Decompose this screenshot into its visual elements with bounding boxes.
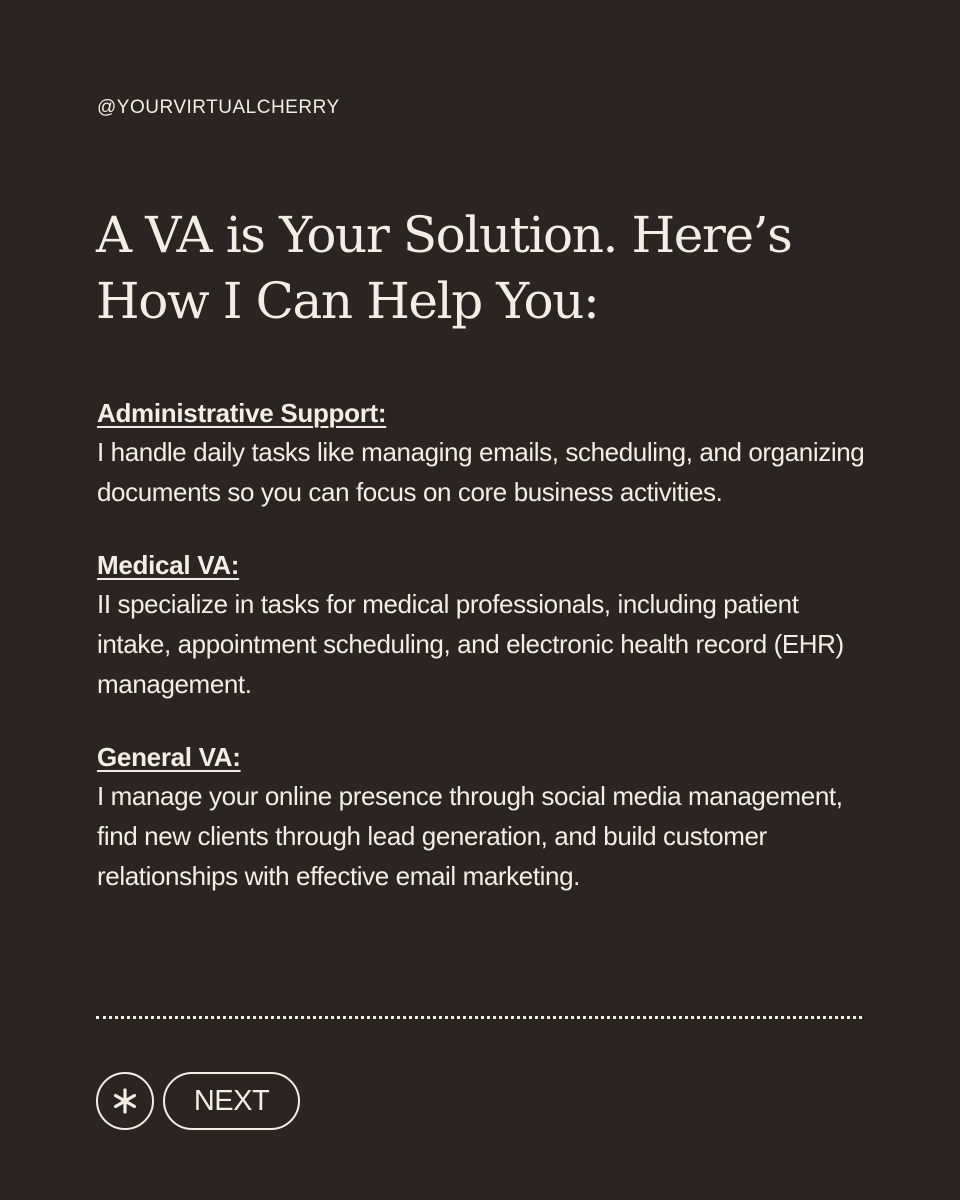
headline-line-2: How I Can Help You: <box>96 272 599 330</box>
asterisk-icon <box>111 1087 139 1115</box>
headline <box>96 202 876 334</box>
service-description: I handle daily tasks like managing emails, scheduling, and organizing documents so you can focus on core business activities. <box>97 437 865 507</box>
service-title: Medical VA: <box>97 550 240 580</box>
headline-line-1: A VA is Your Solution. Here’s <box>96 206 792 264</box>
services-list <box>97 394 877 930</box>
service-administrative-support <box>97 394 877 512</box>
account-handle: @YOURVIRTUALCHERRY <box>97 97 340 118</box>
service-general-va <box>97 738 877 896</box>
service-title: General VA: <box>97 742 241 772</box>
service-title: Administrative Support: <box>97 398 387 428</box>
asterisk-button[interactable] <box>96 1072 154 1130</box>
service-description: I manage your online presence through social media management, find new clients through lead generation, and build customer relationships with effective email marketing. <box>97 781 843 891</box>
next-button[interactable]: NEXT <box>163 1072 300 1130</box>
service-description: II specialize in tasks for medical professionals, including patient intake, appointment scheduling, and electronic health record (EHR) management. <box>97 589 844 699</box>
service-medical-va <box>97 546 877 704</box>
dotted-divider <box>96 1016 862 1019</box>
